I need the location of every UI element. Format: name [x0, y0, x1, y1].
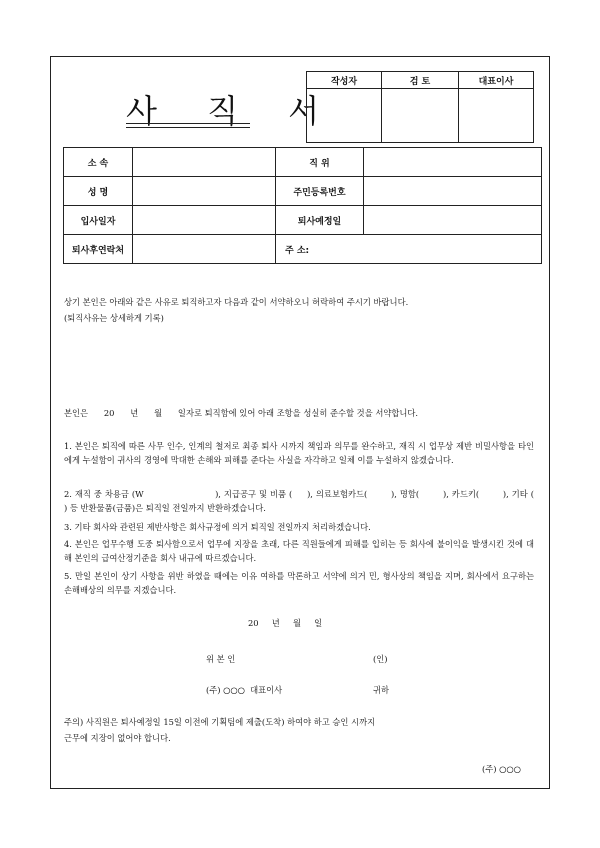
join-date-label: 입사일자	[64, 206, 133, 235]
approval-sign-writer[interactable]	[307, 89, 382, 143]
name-label: 성 명	[64, 177, 133, 206]
approval-sign-review[interactable]	[382, 89, 459, 143]
intro-text: 상기 본인은 아래와 같은 사유로 퇴직하고자 다음과 같이 서약하오니 허락하여 주시기 바랍니다.	[64, 297, 409, 307]
position-field[interactable]	[364, 148, 542, 177]
affiliation-label: 소 속	[64, 148, 133, 177]
resign-date-label: 퇴사예정일	[276, 206, 364, 235]
intro-note: (퇴직사유는 상세하게 기록)	[64, 313, 164, 323]
note-line-1: 주의) 사직원은 퇴사예정일 15일 이전에 기획팀에 제출(도착) 하여야 하고 승인 시까지	[64, 717, 376, 727]
company-name: (주) ○○○	[482, 764, 521, 774]
clause-1: 1. 본인은 퇴직에 따른 사무 인수, 인계의 철저로 최종 퇴사 시까지 책임과 의무를 완수하고, 재직 시 업무상 제반 비밀사항을 타인에게 누설함이 귀사의 경영에 막대한 손해와 피해를 준다는 사실을 자각하고 일체 이를 누설하지 않겠습니다.	[64, 441, 534, 465]
note-line-2: 근무에 지장이 없어야 합니다.	[64, 733, 171, 743]
title-underline	[126, 123, 250, 124]
clause-4: 4. 본인은 업무수행 도중 퇴사함으로서 업무에 지장을 초래, 다른 직원들에게 피해를 입히는 등 회사에 불이익을 발생시킨 것에 대해 본인의 급여산정기준을 회사 내규에 따르겠습니다.	[64, 539, 534, 563]
position-label: 직 위	[276, 148, 364, 177]
date-line: 20 년 월 일	[248, 618, 323, 628]
info-table	[63, 147, 542, 264]
clause-2: 2. 재직 중 차용금 (W ), 지급공구 및 비품 ( ), 의료보험카드( ), 명함( ), 카드키( ), 기타 ( ) 등 반환물품(금품)은 퇴직일 전일까지 반환하겠습니다.	[64, 489, 593, 513]
resident-id-field[interactable]	[364, 177, 542, 206]
join-date-field[interactable]	[133, 206, 276, 235]
approval-table	[306, 71, 534, 143]
pledge-text: 본인은 20 년 월 일자로 퇴직함에 있어 아래 조항을 성실히 준수할 것을 서약합니다.	[64, 408, 419, 418]
recipient: (주) ○○○ 대표이사	[206, 685, 283, 695]
address-field[interactable]	[276, 235, 542, 264]
approval-header-review: 검 토	[382, 72, 459, 89]
seal-mark: (인)	[373, 654, 388, 664]
affiliation-field[interactable]	[133, 148, 276, 177]
contact-field[interactable]	[133, 235, 276, 264]
contact-label: 퇴사후연락처	[64, 235, 133, 264]
recipient-suffix: 귀하	[373, 685, 390, 695]
approval-header-ceo: 대표이사	[459, 72, 534, 89]
resign-date-field[interactable]	[364, 206, 542, 235]
clause-3: 3. 기타 회사와 관련된 제반사항은 회사규정에 의거 퇴직일 전일까지 처리하겠습니다.	[64, 522, 371, 532]
resident-id-label: 주민등록번호	[276, 177, 364, 206]
document-title: 사 직 서	[126, 92, 340, 130]
title-underline-inner	[126, 127, 250, 128]
approval-header-writer: 작성자	[307, 72, 382, 89]
signer-label: 위 본 인	[206, 654, 236, 664]
address-label: 주 소:	[285, 245, 310, 256]
clause-5: 5. 만일 본인이 상기 사항을 위반 하였을 때에는 이유 여하를 막론하고 서약에 의거 민, 형사상의 책임을 지며, 회사에서 요구하는 손해배상의 의무를 지겠습니다.	[64, 571, 534, 595]
approval-sign-ceo[interactable]	[459, 89, 534, 143]
name-field[interactable]	[133, 177, 276, 206]
